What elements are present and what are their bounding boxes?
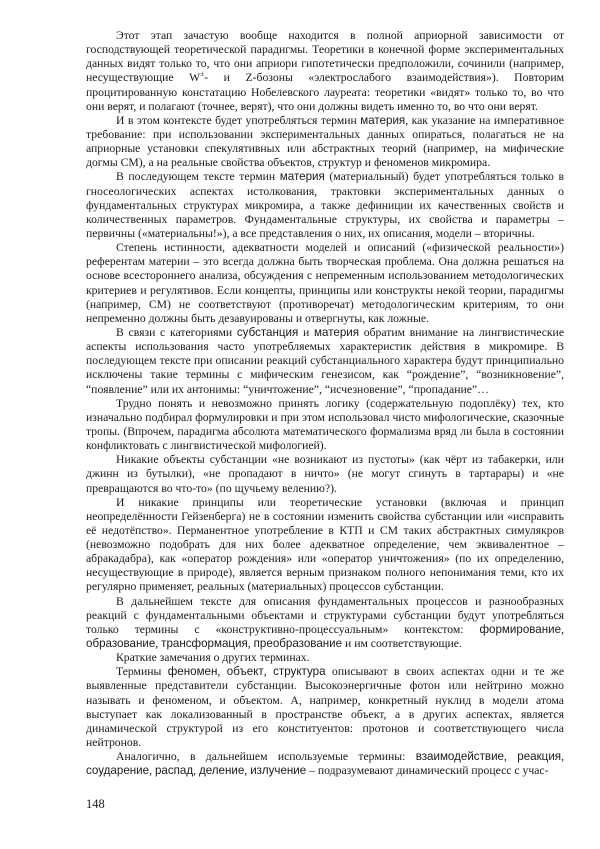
text-run: В связи с категориями [116,325,237,339]
text-run: и [298,325,315,339]
emphasized-term: субстанция [236,325,299,339]
paragraph [86,496,564,595]
text-run: , [149,764,155,778]
paragraph [86,326,564,397]
text-run: - и Z-бозоны «электрослабого взаимодействия»). Повторим процитированную констатацию Нобелевского лауреата: теоретики «видят» только то, во что они верят, и полагают (точнее, верят), что они должны видеть именно то, во что они верят. [86,71,564,113]
paragraph [86,397,564,454]
text-run: Трудно понять и невозможно принять логику (содержательную подоплёку) тех, кто изначально подбирал формулировки и при этом использовал чисто мифологические, сказочные тропы. (Впрочем, парадигма абсолюта математического формализма вряд ли была в состоянии конфликтовать с лингвистической мифологией). [86,396,564,453]
paragraph [86,595,564,652]
text-run: , как указание на императивное требование: при использовании экспериментальных данных опираться, полагаться не на априорные установки спекулятивных или абстрактных теорий (например, на мифические догмы СМ), а на реальные свойства объектов, структур и феноменов микромира. [86,113,564,170]
text-run: , [155,637,162,651]
emphasized-term: соударение [86,764,150,778]
text-run: описывают в своих аспектах одни и те же выявленные представители субстанции. Высокоэнергичные фотон или нейтрино можно называть и феноменом, и объектом. А, например, конкретный нуклид в модели атома выступает как локализованный в пространстве объект, а в других аспектах, является динамической структурой из его конституентов: протонов и соответствующего числа нейтронов. [86,665,565,750]
text-run: – подразумевают динамический процесс с учас- [306,764,549,778]
text-run: В последующем тексте термин [116,170,280,184]
paragraph [86,665,564,750]
text-run: Аналогично, в дальнейшем используемые термины: [116,750,416,764]
emphasized-term: материя [279,170,325,184]
emphasized-term: взаимодействие [415,750,504,764]
emphasized-term: материя [360,113,406,127]
text-run: , [244,764,251,778]
emphasized-term: формирование [479,622,562,636]
body-text [86,29,564,778]
emphasized-term: материя [314,325,360,339]
paragraph [86,114,564,171]
emphasized-term: структура [273,665,326,679]
paragraph [86,651,564,665]
superscript: ± [200,69,205,79]
emphasized-term: образование [86,637,156,651]
text-run: И никакие принципы или теоретические установки (включая и принцип неопределённости Гейзенберга) не в состоянии изменить свойства субстанции или «исправить её недотёпство». Перманентное употребление в КТП и СМ таких абстрактных симулякров (невозможно подобрать для них более адекватное определение, чем эквивалентное – абракадабра), как «оператор рождения» или «оператор уничтожения» (по их определению, несуществующие в природе), является верным признаком полного непонимания теми, кто их регулярно применяет, реальных (материальных) процессов субстанции. [86,495,564,594]
text-run: , [247,637,254,651]
text-run: , [217,665,227,679]
text-run: , [263,665,274,679]
emphasized-term: объект [226,665,264,679]
emphasized-term: реакция [517,750,562,764]
emphasized-term: феномен [167,665,218,679]
text-run: И в этом контексте будет употребляться термин [116,113,361,127]
text-run: Степень истинности, адекватности моделей и описаний («физической реальности») референтам материи – это всегда должна быть творческая проблема. Она должна решаться на основе всестороннего анализа, обсуждения с непременным использованием методологических критериев и регулятивов. Если концепты, принципы или конструкты некой теории, парадигмы (например, СМ) не соответствуют (противоречат) методологическим критериям, то они непременно должны быть дезавуированы и отвергнуты, как ложные. [86,241,564,325]
emphasized-term: излучение [250,764,307,778]
text-run: Термины [116,665,168,679]
text-run: , [504,750,518,764]
text-run: Краткие замечания о других терминах. [116,651,310,665]
text-run: В дальнейшем тексте для описания фундаментальных процессов и разнообразных реакций с фундаментальными объектами и структурами субстанции будут употребляться только термины с «конструктивно-процессуальным» контекстом: [86,594,564,636]
paragraph [86,241,564,326]
paragraph [86,170,564,241]
paragraph [86,29,564,114]
text-run: Этот этап зачастую вообще находится в полной априорной зависимости от господствующей теоретической парадигмы. Теоретики в конечной форме экспериментальных данных видят только то, что они априори гипотетически предположили, сочинили (например, несуществующие W [86,29,564,85]
paragraph [86,453,564,495]
text-run: , [193,764,199,778]
emphasized-term: трансформация [161,637,248,651]
text-run: , [561,622,564,636]
emphasized-term: деление [198,764,245,778]
emphasized-term: распад [154,764,194,778]
page-number: 148 [86,797,105,811]
emphasized-term: преобразование [253,637,343,651]
text-run: обратим внимание на лингвистические аспекты использования часто употребляемых характеристик действия в микромире. В последующем тексте при описании реакций субстанциального характера будут принципиально исключены такие термины с мифическим генезисом, как “рождение”, “возникновение”, “появление” или их антонимы: “уничтожение”, “исчезновение”, “пропадание”… [86,325,565,396]
text-run: и им соответствующие. [342,637,462,651]
text-run: Никакие объекты субстанции «не возникают из пустоты» (как чёрт из табакерки, или джинн из бутылки), «не пропадают в ничто» (не могут сгинуть в тартарары) и «не превращаются во что-то» (по щучьему велению?). [86,453,564,495]
text-run: , [561,750,564,764]
text-run: (материальный) будет употребляться только в гносеологических аспектах истолкования, трактовки экспериментальных данных о фундаментальных структурах микромира, а также дефиниции их качественных свойств и количественных параметров. Фундаментальные структуры, их свойства и параметры – первичны («материальны!»), а все представления о них, их описания, модели – вторичны. [86,170,565,240]
paragraph [86,750,564,778]
